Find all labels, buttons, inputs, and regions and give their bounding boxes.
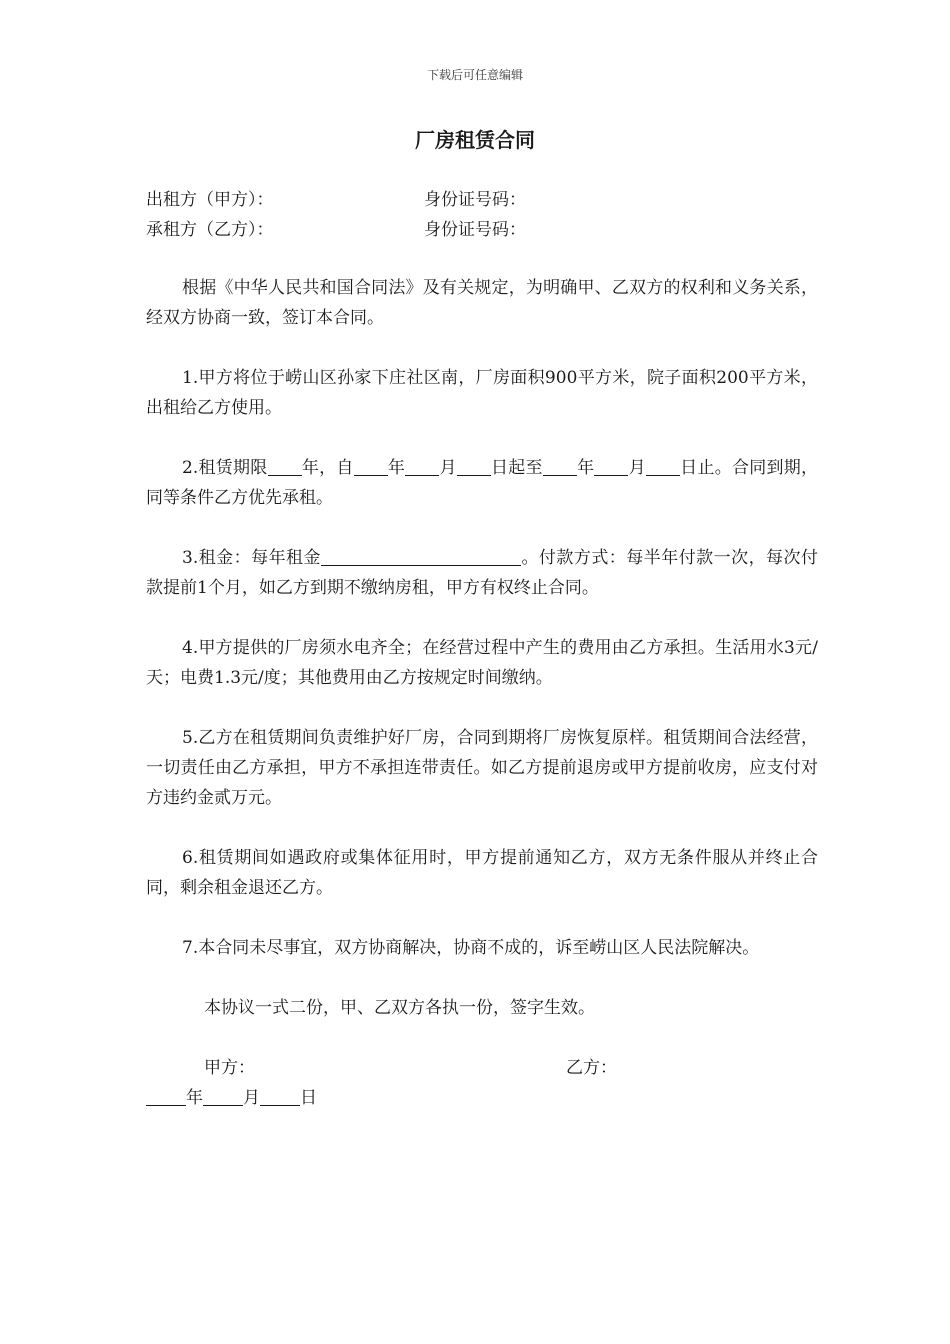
- clause-2-text: 2.租赁期限: [182, 458, 268, 478]
- blank-sign-day: [260, 1085, 300, 1106]
- signature-row: [146, 1053, 818, 1083]
- document-title: 厂房租赁合同: [415, 128, 535, 152]
- blank-start-month: [405, 455, 439, 476]
- blank-end-day: [646, 455, 680, 476]
- clause-3-text: 。付款方式：每半年付款一次，每次付款提前1个月，如乙方到期不缴纳房租，甲方有权终止合同。: [146, 548, 818, 598]
- header-note: 下载后可任意编辑: [426, 68, 523, 82]
- clause-2-text: 日起至: [490, 458, 543, 478]
- blank-end-year: [543, 455, 577, 476]
- clause-2-text: 年: [576, 458, 595, 478]
- lessor-id-label: 身份证号码：: [424, 190, 526, 210]
- lessor-row: [146, 185, 818, 215]
- date-year-label: 年: [186, 1088, 203, 1108]
- clause-7: 7.本合同未尽事宜，双方协商解决，协商不成的，诉至崂山区人民法院解决。: [182, 938, 760, 958]
- lessee-row: [146, 215, 818, 245]
- blank-start-day: [457, 455, 491, 476]
- clause-3: [146, 543, 818, 603]
- clause-2-text: 年: [387, 458, 406, 478]
- blank-annual-rent: [321, 545, 521, 566]
- date-month-label: 月: [243, 1088, 260, 1108]
- blank-sign-month: [203, 1085, 243, 1106]
- clause-5: 5.乙方在租赁期间负责维护好厂房，合同到期将厂房恢复原样。租赁期间合法经营，一切责任由乙方承担，甲方不承担连带责任。如乙方提前退房或甲方提前收房，应支付对方违约金贰万元。: [146, 728, 818, 808]
- clause-2-text: 日止。合同到期，同等条件乙方优先承租。: [146, 458, 819, 508]
- clause-1: 1.甲方将位于崂山区孙家下庄社区南，厂房面积900平方米，院子面积200平方米，出租给乙方使用。: [146, 368, 818, 418]
- clause-3-text: 3.租金：每年租金: [182, 548, 321, 568]
- intro-paragraph: 根据《中华人民共和国合同法》及有关规定，为明确甲、乙双方的权利和义务关系，经双方协商一致，签订本合同。: [146, 278, 818, 328]
- clause-6: 6.租赁期间如遇政府或集体征用时，甲方提前通知乙方，双方无条件服从并终止合同，剩余租金退还乙方。: [146, 848, 818, 898]
- blank-lease-years: [268, 455, 302, 476]
- party-b-signature-label: 乙方：: [566, 1058, 617, 1078]
- blank-end-month: [594, 455, 628, 476]
- clause-2-text: 月: [628, 458, 646, 478]
- lessor-label: 出租方（甲方）：: [146, 190, 274, 210]
- blank-sign-year: [146, 1085, 186, 1106]
- party-a-signature-label: 甲方：: [204, 1058, 255, 1078]
- blank-start-year: [354, 455, 388, 476]
- signature-date: [146, 1083, 818, 1113]
- lessee-id-label: 身份证号码：: [424, 220, 526, 240]
- lessee-label: 承租方（乙方）：: [146, 220, 274, 240]
- date-day-label: 日: [300, 1088, 317, 1108]
- clause-2-text: 月: [439, 458, 457, 478]
- clause-4: 4.甲方提供的厂房须水电齐全；在经营过程中产生的费用由乙方承担。生活用水3元/天；电费1.3元/度；其他费用由乙方按规定时间缴纳。: [146, 638, 818, 688]
- clause-2-text: 年，自: [301, 458, 354, 478]
- agreement-statement: 本协议一式二份，甲、乙双方各执一份，签字生效。: [204, 998, 595, 1018]
- clause-2: [146, 453, 818, 513]
- contract-body: [146, 185, 818, 1113]
